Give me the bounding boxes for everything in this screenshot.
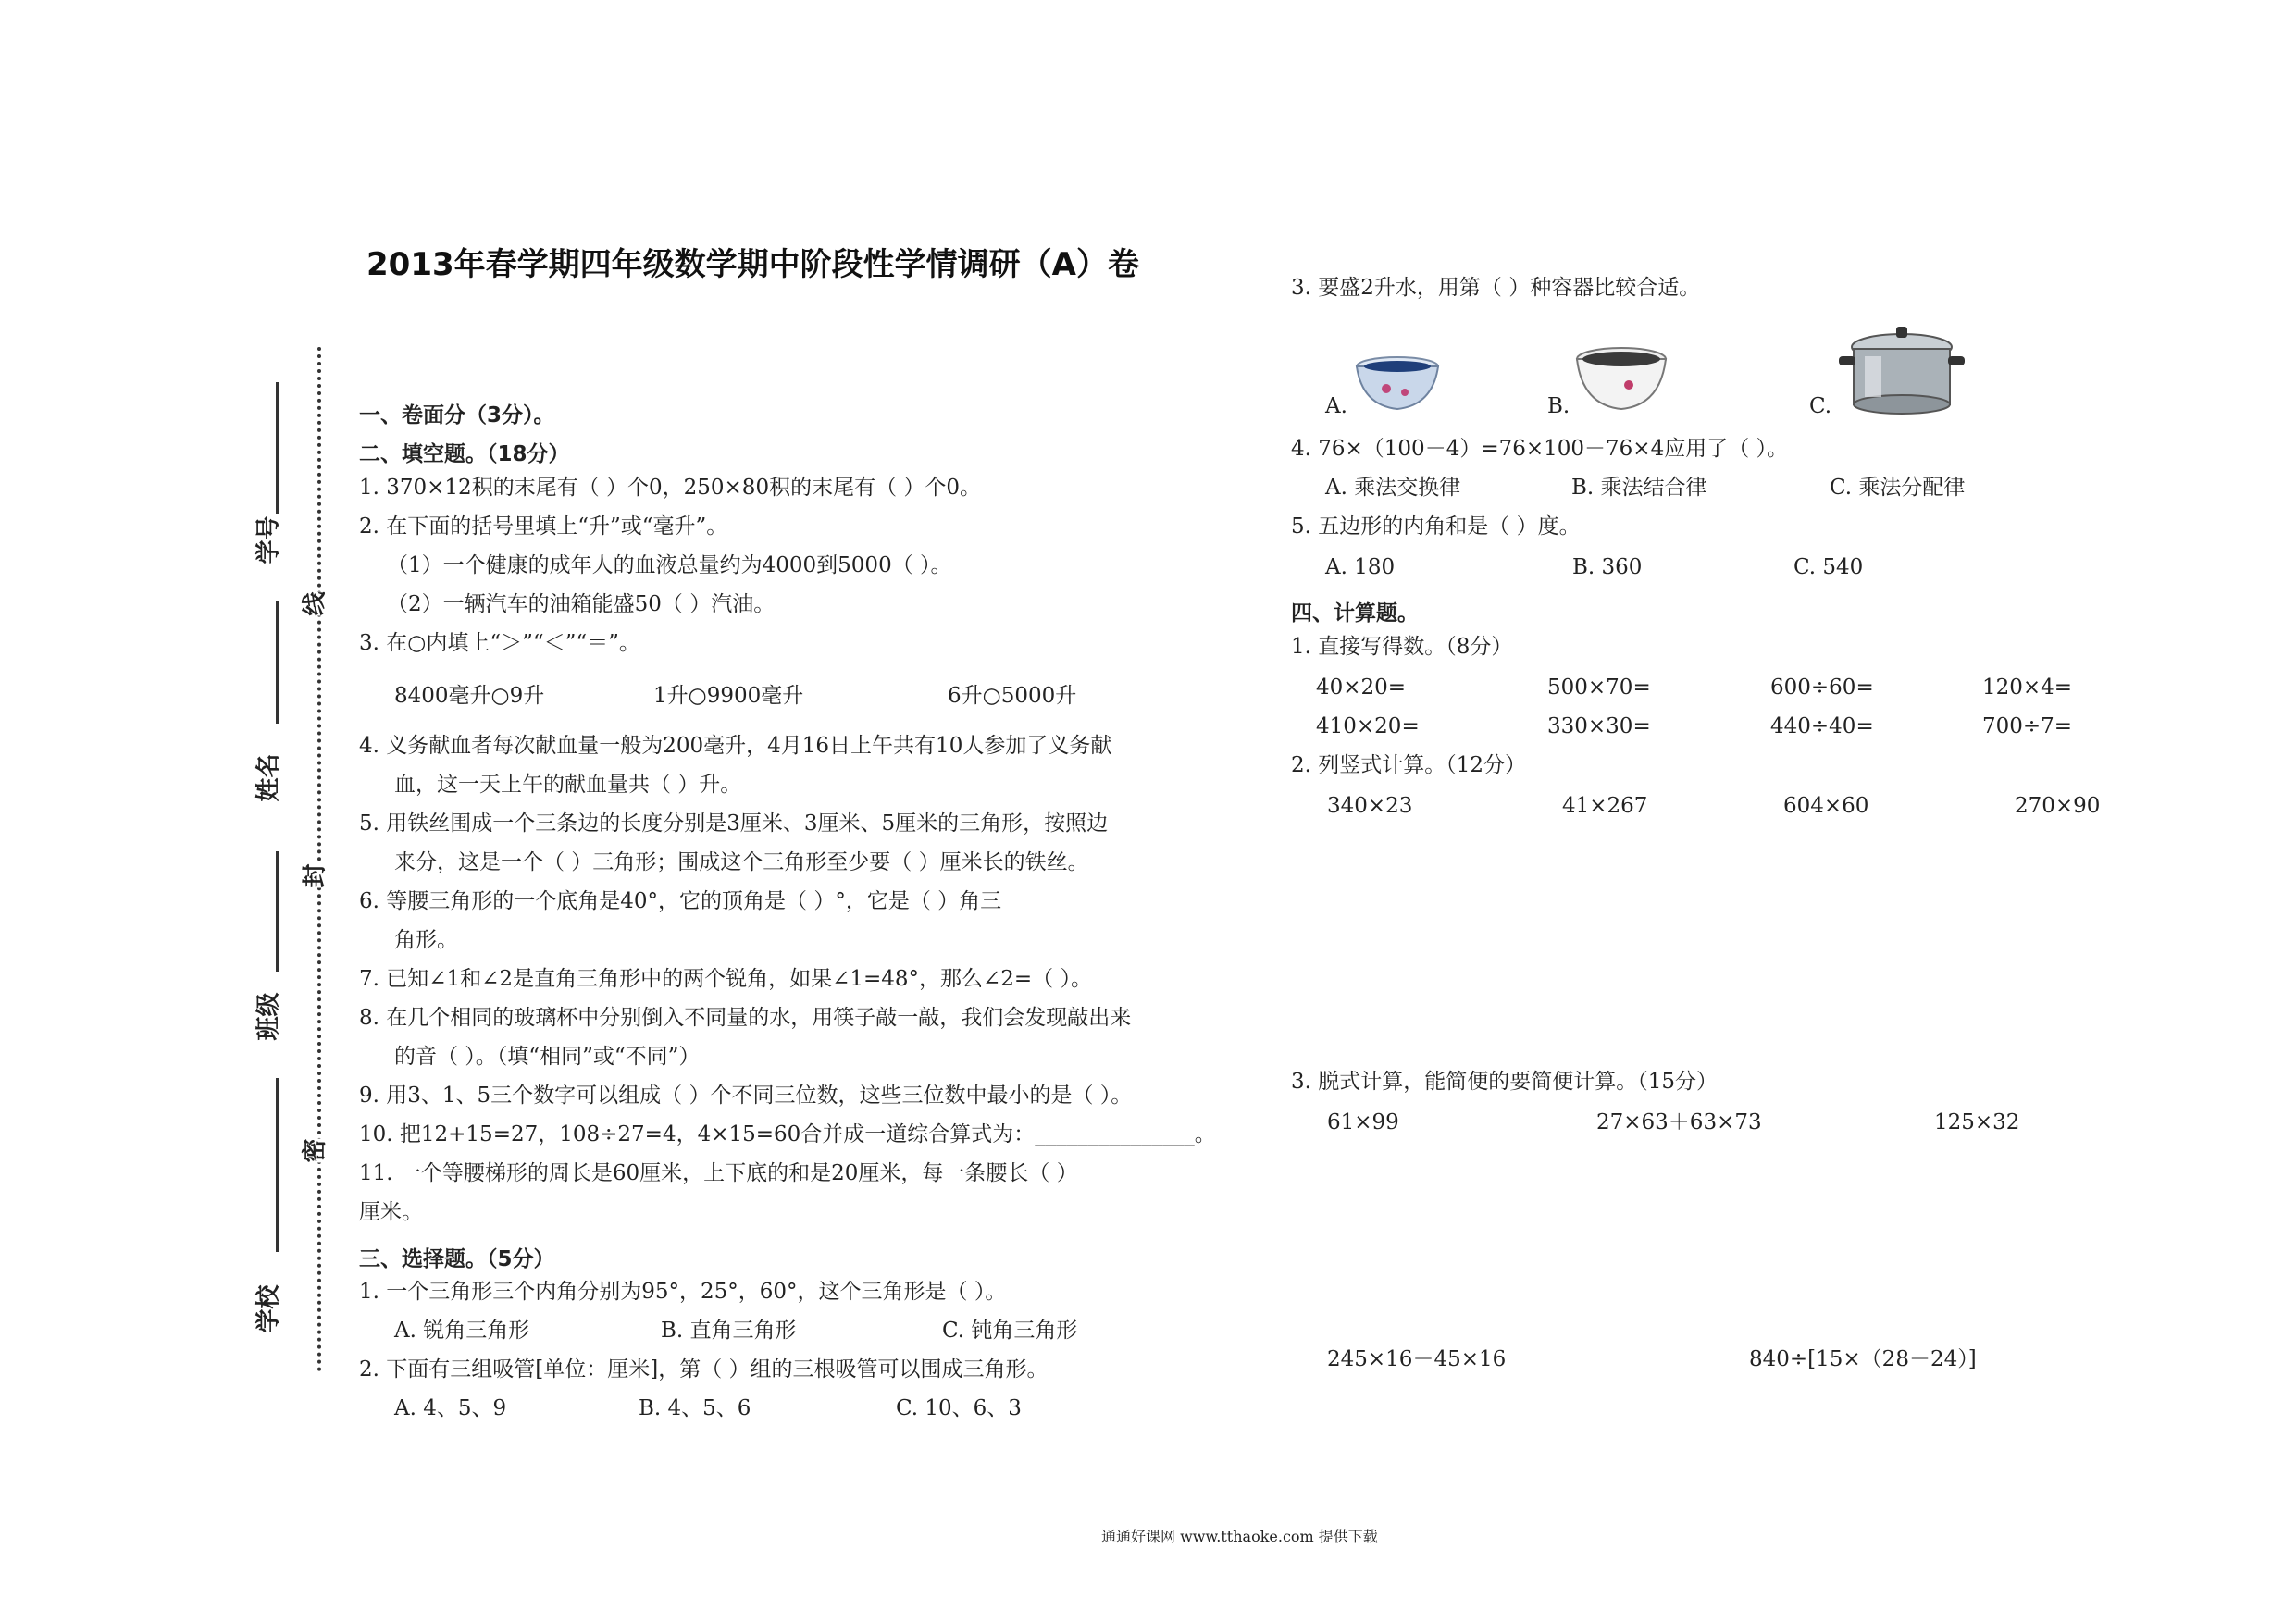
- question-text: 3. 要盛2升水，用第（ ）种容器比较合适。: [1291, 276, 1701, 300]
- option: A. 180: [1325, 555, 1396, 579]
- underline-class: [276, 851, 279, 972]
- question-text: 1. 一个三角形三个内角分别为95°，25°，60°，这个三角形是（ ）。: [359, 1280, 1007, 1304]
- option: A. 乘法交换律: [1325, 476, 1461, 500]
- calc-item: 245×16－45×16: [1327, 1347, 1507, 1371]
- large-bowl-image: [1573, 344, 1669, 415]
- page-title: 2013年春学期四年级数学期中阶段性学情调研（A）卷: [366, 246, 1139, 283]
- question-text: 2. 下面有三组吸管[单位：厘米]，第（ ）组的三根吸管可以围成三角形。: [359, 1357, 1049, 1381]
- footer-credit: 通通好课网 www.tthaoke.com 提供下载: [1101, 1528, 1378, 1545]
- calc-item: 340×23: [1327, 794, 1413, 818]
- section-heading: 二、填空题。（18分）: [359, 442, 570, 466]
- calc-item: 604×60: [1783, 794, 1869, 818]
- question-text: 角形。: [394, 928, 458, 952]
- calc-item: 600÷60=: [1770, 675, 1874, 700]
- seal-char-seal: 封: [296, 863, 330, 887]
- option: C. 540: [1793, 555, 1864, 579]
- question-text: 3. 脱式计算，能简便的要简便计算。（15分）: [1291, 1070, 1719, 1094]
- option: A.: [1325, 394, 1347, 418]
- question-text: 7. 已知∠1和∠2是直角三角形中的两个锐角，如果∠1=48°，那么∠2=（ ）。: [359, 967, 1092, 991]
- question-text: 11. 一个等腰梯形的周长是60厘米，上下底的和是20厘米，每一条腰长（ ）: [359, 1161, 1078, 1185]
- label-name: 姓名: [254, 753, 283, 802]
- section-heading: 四、计算题。: [1291, 601, 1419, 626]
- question-text: 4. 义务献血者每次献血量一般为200毫升，4月16日上午共有10人参加了义务献: [359, 734, 1112, 758]
- option: B. 4、5、6: [639, 1396, 751, 1420]
- question-text: 2. 列竖式计算。（12分）: [1291, 753, 1527, 777]
- question-text: 4. 76×（100－4）=76×100－76×4应用了（ ）。: [1291, 437, 1789, 461]
- question-text: 的音（ ）。（填“相同”或“不同”）: [394, 1045, 701, 1069]
- question-text: 血，这一天上午的献血量共（ ）升。: [394, 773, 742, 797]
- calc-item: 440÷40=: [1770, 714, 1874, 738]
- calc-item: 120×4=: [1982, 675, 2073, 700]
- calc-item: 270×90: [2015, 794, 2101, 818]
- option: B. 360: [1572, 555, 1643, 579]
- label-student-id: 学号: [254, 515, 283, 564]
- calc-item: 410×20=: [1316, 714, 1420, 738]
- option: A. 4、5、9: [394, 1396, 507, 1420]
- question-text: 8. 在几个相同的玻璃杯中分别倒入不同量的水，用筷子敲一敲，我们会发现敲出来: [359, 1006, 1132, 1030]
- small-bowl-image: [1353, 353, 1442, 416]
- calc-item: 40×20=: [1316, 675, 1407, 700]
- option: B. 直角三角形: [661, 1319, 797, 1343]
- question-text: （1）一个健康的成年人的血液总量约为4000到5000（ ）。: [387, 553, 952, 577]
- option: B.: [1547, 394, 1570, 418]
- compare-item: 6升○5000升: [948, 684, 1077, 708]
- underline-school: [276, 1078, 279, 1252]
- option: C. 10、6、3: [896, 1396, 1022, 1420]
- seal-char-line: 线: [296, 591, 330, 615]
- calc-item: 500×70=: [1547, 675, 1651, 700]
- compare-item: 8400毫升○9升: [394, 684, 545, 708]
- label-class: 班级: [254, 992, 283, 1041]
- seal-dotted-line: [317, 347, 321, 1372]
- question-text: 2. 在下面的括号里填上“升”或“毫升”。: [359, 514, 728, 539]
- compare-item: 1升○9900毫升: [653, 684, 804, 708]
- section-heading: 一、卷面分（3分）。: [359, 403, 555, 427]
- question-text: 10. 把12+15=27，108÷27=4，4×15=60合并成一道综合算式为：_______________。: [359, 1122, 1216, 1146]
- calc-item: 840÷[15×（28－24）]: [1749, 1347, 1977, 1371]
- calc-item: 41×267: [1562, 794, 1648, 818]
- option: C.: [1809, 394, 1832, 418]
- stock-pot-image: [1837, 319, 1967, 419]
- question-text: 5. 用铁丝围成一个三条边的长度分别是3厘米、3厘米、5厘米的三角形，按照边: [359, 812, 1109, 836]
- option: C. 乘法分配律: [1830, 476, 1966, 500]
- calc-item: 700÷7=: [1982, 714, 2073, 738]
- question-text: 6. 等腰三角形的一个底角是40°，它的顶角是（ ）°，它是（ ）角三: [359, 889, 1002, 913]
- label-school: 学校: [254, 1284, 283, 1333]
- calc-item: 27×63＋63×73: [1596, 1110, 1762, 1134]
- option: A. 锐角三角形: [394, 1319, 530, 1343]
- underline-name: [276, 601, 279, 724]
- question-text: 1. 370×12积的末尾有（ ）个0，250×80积的末尾有（ ）个0。: [359, 476, 982, 500]
- question-text: 3. 在○内填上“＞”“＜”“＝”。: [359, 631, 640, 655]
- question-text: 厘米。: [359, 1200, 423, 1224]
- question-text: 来分，这是一个（ ）三角形；围成这个三角形至少要（ ）厘米长的铁丝。: [394, 850, 1089, 874]
- question-text: 5. 五边形的内角和是（ ）度。: [1291, 514, 1581, 539]
- question-text: （2）一辆汽车的油箱能盛50（ ）汽油。: [387, 592, 776, 616]
- section-heading: 三、选择题。（5分）: [359, 1247, 555, 1271]
- question-text: 9. 用3、1、5三个数字可以组成（ ）个不同三位数，这些三位数中最小的是（ ）。: [359, 1084, 1133, 1108]
- option: C. 钝角三角形: [942, 1319, 1078, 1343]
- seal-char-secret: 密: [296, 1138, 330, 1162]
- underline-student-id: [276, 382, 279, 514]
- question-text: 1. 直接写得数。（8分）: [1291, 635, 1513, 659]
- calc-item: 125×32: [1934, 1110, 2020, 1134]
- calc-item: 330×30=: [1547, 714, 1651, 738]
- calc-item: 61×99: [1327, 1110, 1399, 1134]
- option: B. 乘法结合律: [1571, 476, 1707, 500]
